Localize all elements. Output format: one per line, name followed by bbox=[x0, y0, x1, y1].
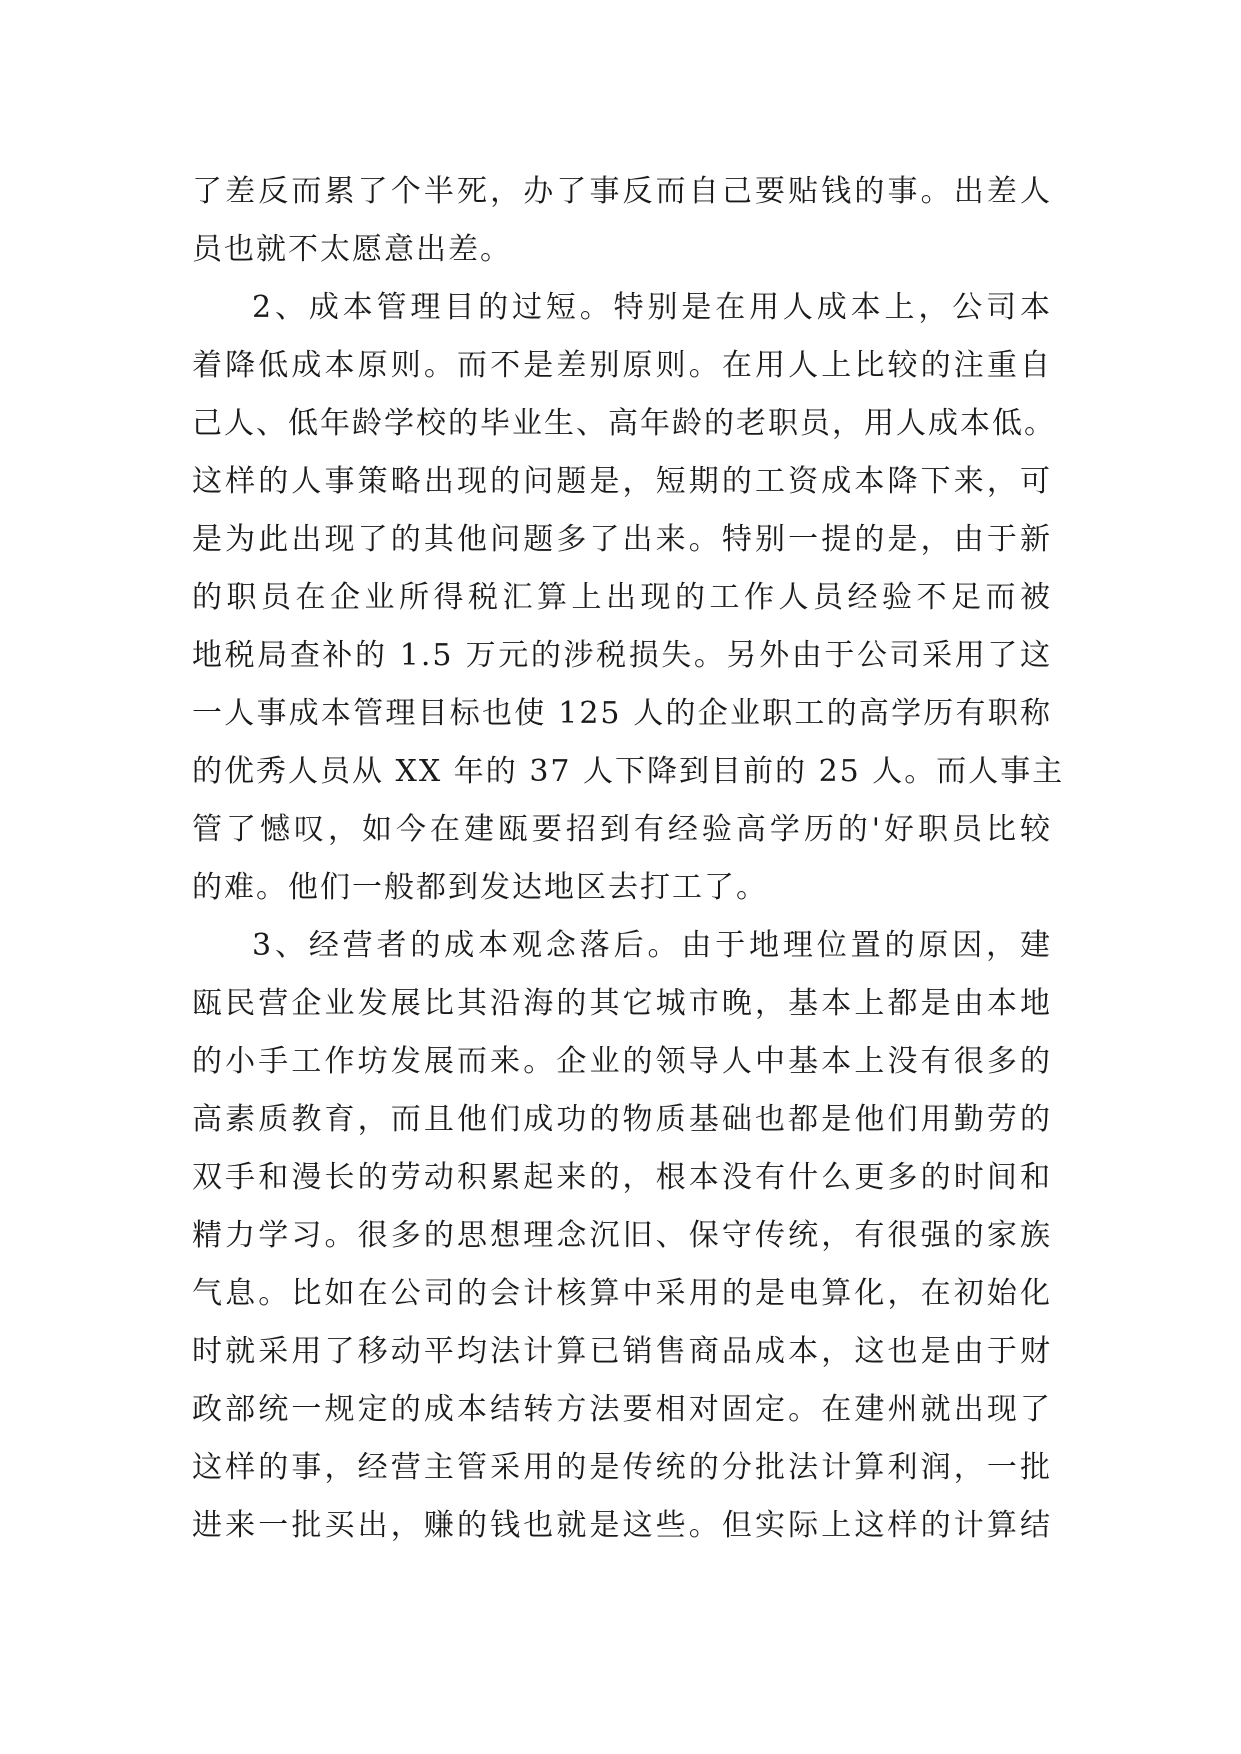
text-line: 的难。他们一般都到发达地区去打工了。 bbox=[192, 870, 768, 905]
text-line: 双手和漫长的劳动积累起来的，根本没有什么更多的时间和 bbox=[192, 1160, 1052, 1195]
text-line: 这样的人事策略出现的问题是，短期的工资成本降下来，可 bbox=[192, 464, 1052, 499]
paragraph-first-line: 3、经营者的成本观念落后。由于地理位置的原因，建 bbox=[252, 928, 1052, 963]
text-line: 地税局查补的 1.5 万元的涉税损失。另外由于公司采用了这 bbox=[192, 638, 1052, 673]
text-line: 员也就不太愿意出差。 bbox=[192, 232, 512, 267]
text-line: 的职员在企业所得税汇算上出现的工作人员经验不足而被 bbox=[192, 580, 1052, 615]
text-line: 进来一批买出，赚的钱也就是这些。但实际上这样的计算结 bbox=[192, 1508, 1052, 1543]
text-line: 时就采用了移动平均法计算已销售商品成本，这也是由于财 bbox=[192, 1334, 1052, 1369]
text-line: 气息。比如在公司的会计核算中采用的是电算化，在初始化 bbox=[192, 1276, 1052, 1311]
text-line: 了差反而累了个半死，办了事反而自己要贴钱的事。出差人 bbox=[192, 174, 1052, 209]
text-line: 精力学习。很多的思想理念沉旧、保守传统，有很强的家族 bbox=[192, 1218, 1052, 1253]
text-line: 着降低成本原则。而不是差别原则。在用人上比较的注重自 bbox=[192, 348, 1052, 383]
text-line: 瓯民营企业发展比其沿海的其它城市晚，基本上都是由本地 bbox=[192, 986, 1052, 1021]
text-line: 的小手工作坊发展而来。企业的领导人中基本上没有很多的 bbox=[192, 1044, 1052, 1079]
paragraph-first-line: 2、成本管理目的过短。特别是在用人成本上，公司本 bbox=[252, 290, 1052, 325]
text-line: 己人、低年龄学校的毕业生、高年龄的老职员，用人成本低。 bbox=[192, 406, 1056, 441]
text-line: 的优秀人员从 XX 年的 37 人下降到目前的 25 人。而人事主 bbox=[192, 754, 1065, 789]
body-text bbox=[192, 163, 1065, 1555]
text-line: 一人事成本管理目标也使 125 人的企业职工的高学历有职称 bbox=[192, 696, 1052, 731]
text-line: 政部统一规定的成本结转方法要相对固定。在建州就出现了 bbox=[192, 1392, 1052, 1427]
text-line: 这样的事，经营主管采用的是传统的分批法计算利润，一批 bbox=[192, 1450, 1052, 1485]
text-line: 是为此出现了的其他问题多了出来。特别一提的是，由于新 bbox=[192, 522, 1052, 557]
text-line: 高素质教育，而且他们成功的物质基础也都是他们用勤劳的 bbox=[192, 1102, 1052, 1137]
text-line: 管了憾叹，如今在建瓯要招到有经验高学历的'好职员比较 bbox=[192, 812, 1052, 847]
